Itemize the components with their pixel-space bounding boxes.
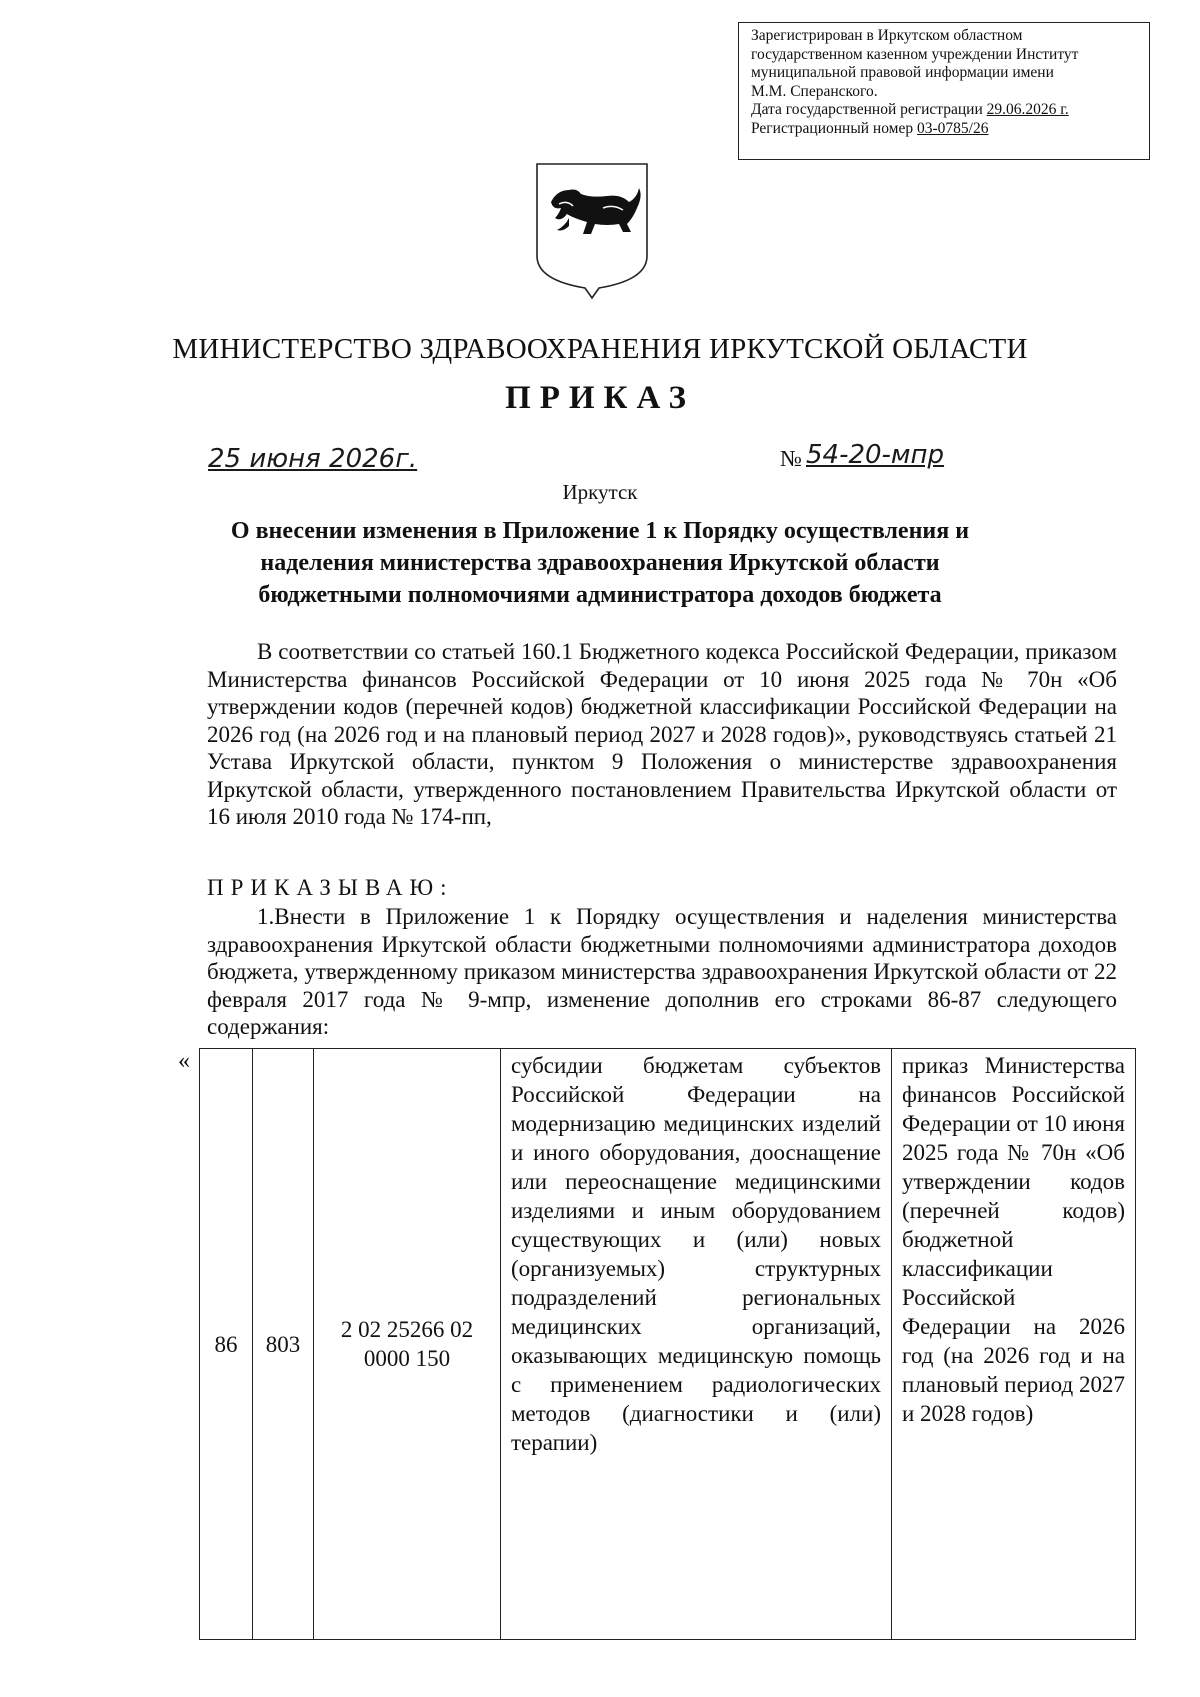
admin-code-cell: 803 [253,1049,314,1640]
income-name-cell: субсидии бюджетам субъектов Российской Федерации на модернизацию медицинских изделий и иного оборудования, дооснащение или переоснащение медицинскими изделиями и иным оборудованием существующих и (или) новых (организуемых) структурных подразделений региональных медицинских организаций, оказывающих медицинскую помощь с применением радиологических методов (диагностики и (или) терапии) [501,1049,892,1640]
registration-line-1: Зарегистрирован в Иркутском областном [751,27,1023,44]
order-number: 54-20-мпр [806,440,945,470]
registration-date-value: 29.06.2026 г. [986,101,1069,118]
registration-number-value: 03-0785/26 [917,119,989,137]
order-title: ПРИКАЗ [505,380,695,416]
preamble-paragraph: В соответствии со статьей 160.1 Бюджетного кодекса Российской Федерации, приказом Министерства финансов Российской Федерации от 10 июня 2025 года № 70н «Об утверждении кодов (перечней кодов) бюджетной классификации Российской Федерации на 2026 год (на 2026 год и на плановый период 2027 и 2028 годов)», руководствуясь статьей 21 Устава Иркутской области, пунктом 9 Положения о министерстве здравоохранения Иркутской области, утвержденного постановлением Правительства Иркутской области от 16 июля 2010 года № 174-пп, [207,639,1117,829]
registration-line-3: муниципальной правовой информации имени [751,64,1054,81]
ministry-name: МИНИСТЕРСТВО ЗДРАВООХРАНЕНИЯ ИРКУТСКОЙ ОБЛАСТИ [172,333,1028,365]
order-directive: ПРИКАЗЫВАЮ: [207,875,454,900]
registration-date [751,101,1139,120]
order-date: 25 июня 2026г. [208,444,418,474]
heading-line-2: наделения министерства здравоохранения Иркутской области [260,550,940,576]
table-row [200,1049,1136,1640]
opening-quote: « [178,1048,190,1074]
registration-line-4: М.М. Сперанского. [751,82,878,100]
row-number-cell: 86 [200,1049,253,1640]
registration-line-2: государственном казенном учреждении Институт [751,45,1079,63]
heading-line-3: бюджетными полномочиями администратора доходов бюджета [258,582,942,608]
document-heading [190,515,1010,611]
budget-code-line-1: 2 02 25266 02 [340,1317,474,1342]
registration-date-label: Дата государственной регистрации [751,101,983,118]
item-1-paragraph: 1.Внести в Приложение 1 к Порядку осуществления и наделения министерства здравоохранения Иркутской области бюджетными полномочиями администратора доходов бюджета, утвержденному приказом министерства здравоохранения Иркутской области от 22 февраля 2017 года № 9-мпр, изменение дополнив его строками 86-87 следующего содержания: [207,904,1117,1039]
heading-line-1: О внесении изменения в Приложение 1 к Порядку осуществления и [230,518,970,544]
budget-code-cell [314,1049,501,1640]
registration-stamp [738,22,1150,160]
order-number-prefix: № [780,446,802,471]
registration-number [751,120,1139,139]
irkutsk-coat-of-arms-icon [533,160,651,300]
registration-number-label: Регистрационный номер [751,119,914,137]
city: Иркутск [562,480,638,504]
legal-basis-cell: приказ Министерства финансов Российской Федерации от 10 июня 2025 года № 70н «Об утверждении кодов (перечней кодов) бюджетной классификации Российской Федерации на 2026 год (на 2026 год и на плановый период 2027 и 2028 годов) [892,1049,1136,1640]
budget-table [199,1048,1136,1640]
budget-code-line-2: 0000 150 [363,1346,451,1371]
